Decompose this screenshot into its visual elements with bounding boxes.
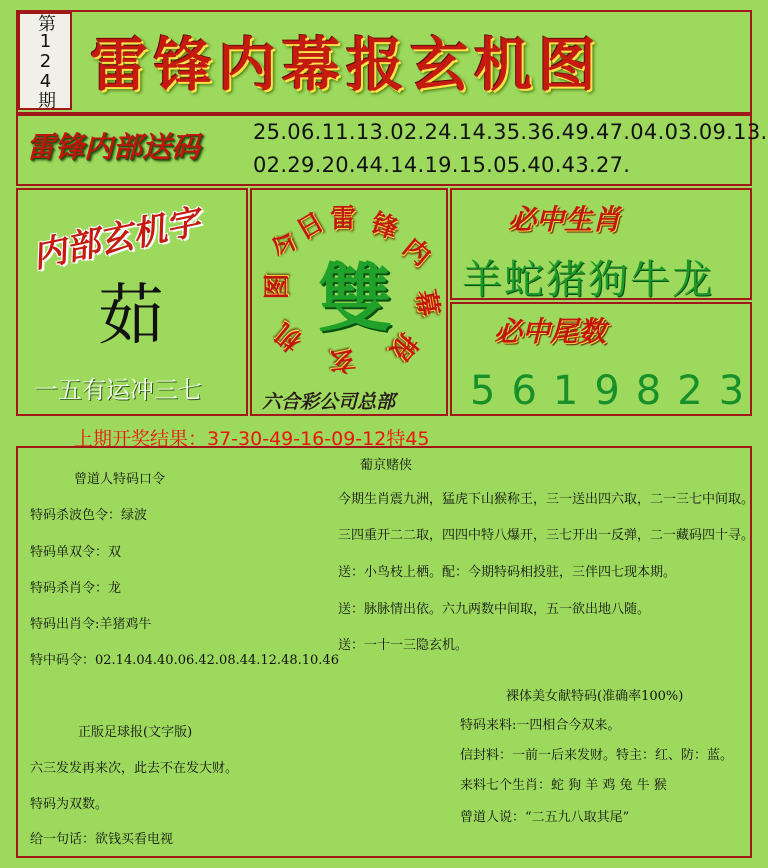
insider-numbers-line2: 02.29.20.44.14.19.15.05.40.43.27. [253,153,631,177]
zodiac-value: 羊蛇猪狗牛龙 [462,257,714,303]
ring-char: 今 [265,226,305,265]
right-line: 送：一十一三隐玄机。 [338,638,469,653]
riddle-label: 内部玄机字 [28,201,204,277]
center-char: 雙 [318,256,392,342]
left-line2: 给一句话：欲钱买看电视 [30,832,174,847]
issue-number: 第124期 [18,12,72,110]
page-title: 雷锋内幕报玄机图 [90,31,603,99]
ring-char: 玄 [328,343,358,377]
left-line: 特码出肖令:羊猪鸡牛 [30,617,152,632]
riddle-phrase: 一五有运冲三七 [34,376,202,404]
ring-char: 幕 [409,287,444,319]
company-label: 六合彩公司总部 [262,391,396,413]
right-heading2: 裸体美女献特码(准确率100%) [506,689,684,704]
ring-char: 雷 [330,204,357,234]
right-line2: 信封料：一前一后来发财。特主：红、防：蓝。 [460,748,734,763]
tail-value: 5619823 [470,368,761,414]
right-line2: 曾道人说：“二五九八取其尾” [460,810,630,825]
ring-char: 报 [383,327,423,367]
right-line2: 特码来料:一四相合今双来。 [460,718,621,733]
left-line2: 六三发发再来次，此去不在发大财。 [30,761,239,776]
left-line: 特中码令：02.14.04.40.06.42.08.44.12.48.10.46 [30,653,339,668]
right-line: 今期生肖震九洲，猛虎下山猴称王，三一送出四六取，二一三七中间取。 [338,492,755,507]
ring-char: 机 [269,316,309,357]
right-line: 送：小鸟枝上栖。配：今期特码相投驻，三伴四七现本期。 [338,565,677,580]
ring-char: 图 [262,273,293,300]
insider-numbers-line1: 25.06.11.13.02.24.14.35.36.49.47.04.03.09.13. [253,120,768,144]
ring-char: 内 [396,232,437,273]
left-line: 特码单双令：双 [30,545,122,560]
left-line2: 特码为双数。 [30,797,109,812]
left-heading: 曾道人特码口令 [74,472,166,487]
right-line: 送：脉脉情出依。六九两数中间取，五一欲出地八随。 [338,602,651,617]
ring-char: 锋 [366,208,402,246]
right-heading: 葡京赌侠 [360,458,413,473]
zodiac-label: 必中生肖 [508,203,621,236]
left-line: 特码杀肖令：龙 [30,581,122,596]
last-result: 上期开奖结果：37-30-49-16-09-12特45 [74,428,430,450]
right-line2: 来料七个生肖：蛇 狗 羊 鸡 兔 牛 猴 [460,778,667,793]
right-line: 三四重开二二取，四四中特八爆开，三七开出一反弹，二一藏码四十寻。 [338,528,755,543]
insider-label: 雷锋内部送码 [26,130,201,164]
left-heading2: 正版足球报(文字版) [78,725,193,740]
tail-label: 必中尾数 [494,315,607,348]
ring-char: 日 [291,207,330,247]
left-line: 特码杀波色令：绿波 [30,508,148,523]
riddle-char: 茹 [98,277,164,354]
